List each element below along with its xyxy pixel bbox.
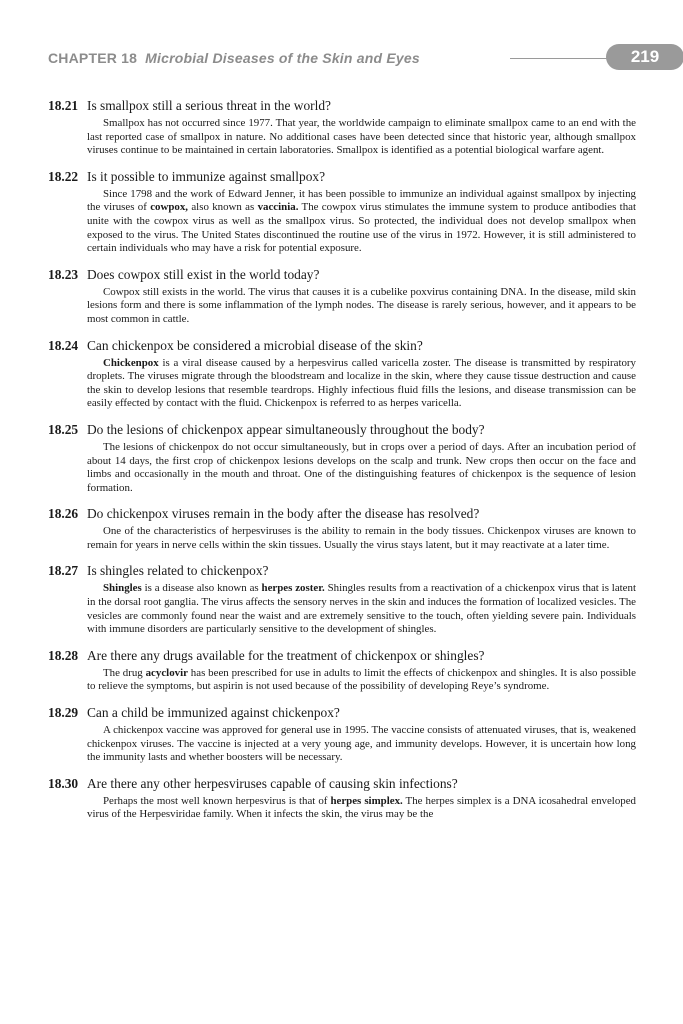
question: [48, 648, 636, 664]
answer-text: The drug: [103, 666, 146, 679]
question-number: 18.21: [48, 98, 79, 113]
answer: [87, 117, 636, 158]
page-number-badge: 219: [606, 44, 683, 70]
question-number: 18.24: [48, 337, 79, 353]
question-number: 18.23: [48, 266, 79, 282]
chapter-number: CHAPTER 18: [48, 50, 138, 66]
question-number: 18.30: [48, 775, 79, 791]
answer: [87, 188, 636, 256]
question: [48, 705, 636, 721]
qa-item: [48, 98, 636, 158]
answer-text: Shingles results from a reactivation of a chickenpox virus that is latent in the dorsal root ganglia. The virus affects the sensory nerves in the skin and induces the formation of localized vesicles. The vesicles are commonly found near the waist and are extremely sensitive to the touch, often yielding severe pain. Individuals with immune disorders are particularly sensitive to the development of shingles.: [87, 582, 636, 636]
answer-text: The lesions of chickenpox do not occur simultaneously, but in crops over a period of days. After an incubation period of about 14 days, the first crop of chickenpox lesions develops on the scalp and trunk. New crops then occur on the face and limbs and occasionally in the mouth and throat. One of the distinguishing features of chickenpox is the sequence of lesion formation.: [87, 440, 636, 494]
question: [48, 169, 636, 185]
answer: [87, 724, 636, 765]
answer-text: Cowpox still exists in the world. The virus that causes it is a cubelike poxvirus containing DNA. In the disease, mild skin lesions form and there is some inflammation of the lymph nodes. The disease is rarely serious, however, and it appears to be most common in cattle.: [87, 285, 636, 325]
question-text: Does cowpox still exist in the world today?: [87, 266, 320, 282]
question-text: Are there any drugs available for the treatment of chickenpox or shingles?: [87, 647, 485, 663]
answer-text: One of the characteristics of herpesviruses is the ability to remain in the body tissues. Chickenpox viruses are known to remain for years in nerve cells within the skin tissues. Usually the virus stays latent, but it may reactivate at a later time.: [87, 525, 636, 551]
answer-term: herpes zoster.: [261, 582, 325, 595]
answer-term: Chickenpox: [103, 356, 159, 369]
question-number: 18.27: [48, 563, 79, 579]
answer-term: herpes simplex.: [330, 794, 403, 807]
question: [48, 563, 636, 579]
answer-term: cowpox,: [150, 201, 189, 214]
question: [48, 422, 636, 438]
qa-item: [48, 776, 636, 822]
question-text: Do chickenpox viruses remain in the body after the disease has resolved?: [87, 506, 480, 522]
qa-item: [48, 267, 636, 327]
question-number: 18.28: [48, 647, 79, 663]
answer-text: is a disease also known as: [141, 582, 262, 595]
answer: [87, 795, 636, 822]
qa-item: [48, 338, 636, 411]
answer: [87, 357, 636, 411]
chapter-title: Microbial Diseases of the Skin and Eyes: [145, 50, 420, 66]
answer: [87, 582, 636, 636]
answer-text: A chickenpox vaccine was approved for general use in 1995. The vaccine consists of attenuated viruses, that is, weakened chickenpox viruses. The vaccine is injected at a very young age, and immunity develops. However, it is uncertain how long the immunity lasts and whether boosters will be necessary.: [87, 724, 636, 764]
question: [48, 98, 636, 114]
question: [48, 776, 636, 792]
answer: [87, 667, 636, 694]
answer: [87, 286, 636, 327]
answer-text: has been prescribed for use in adults to limit the effects of chickenpox and shingles. It is also possible to relieve the symptoms, but aspirin is not used because of the possibility of developing Reye’s syndrome.: [87, 666, 637, 693]
question-number: 18.25: [48, 421, 79, 437]
question-text: Can chickenpox be considered a microbial disease of the skin?: [87, 337, 423, 353]
answer-text: also known as: [188, 201, 258, 214]
qa-item: [48, 648, 636, 694]
answer-text: is a viral disease caused by a herpesvirus called varicella zoster. The disease is transmitted by respiratory droplets. The viruses migrate through the bloodstream and localize in the skin, where they cause tissue destruction and cause the skin to develop lesions that resemble teardrops. Highly infectious fluid fills the lesions, and disease transmission can be easily effected by contact with the fluid. Chickenpox is referred to as herpes varicella.: [87, 356, 636, 410]
question-number: 18.29: [48, 705, 79, 721]
answer: [87, 525, 636, 552]
qa-item: [48, 169, 636, 256]
qa-item: [48, 422, 636, 495]
question: [48, 338, 636, 354]
question-text: Is shingles related to chickenpox?: [87, 563, 269, 579]
answer: [87, 441, 636, 495]
chapter-heading: [48, 50, 420, 66]
header-rule: [510, 58, 610, 59]
answer-text: The herpes simplex is a DNA icosahedral enveloped virus of the Herpesviridae family. When it infects the skin, the virus may be the: [87, 794, 636, 821]
running-header: [48, 44, 660, 72]
answer-text: The cowpox virus stimulates the immune system to produce antibodies that unite with the cowpox virus as well as the smallpox virus. So protected, the individual does not develop smallpox when exposed to the virus. The United States discontinued the routine use of the virus in 1972. However, it is still administered to certain individuals who may have a risk for potential exposure.: [87, 201, 637, 255]
answer-text: Smallpox has not occurred since 1977. That year, the worldwide campaign to eliminate smallpox came to an end with the last reported case of smallpox in nature. No additional cases have been detected since that historic year, although smallpox viruses continue to be maintained in certain laboratories. Smallpox is identified as a potential biological warfare agent.: [87, 117, 636, 157]
answer-term: vaccinia.: [257, 201, 299, 214]
question: [48, 506, 636, 522]
answer-term: acyclovir: [145, 666, 188, 679]
answer-term: Shingles: [103, 582, 142, 595]
question-number: 18.22: [48, 168, 79, 184]
question-text: Do the lesions of chickenpox appear simultaneously throughout the body?: [87, 421, 485, 437]
question-number: 18.26: [48, 506, 79, 522]
answer-text: Perhaps the most well known herpesvirus is that of: [103, 794, 331, 807]
qa-item: [48, 506, 636, 552]
answer-text: Since 1798 and the work of Edward Jenner, it has been possible to immunize an individual against smallpox by injecting the viruses of: [87, 187, 636, 214]
question-text: Is it possible to immunize against smallpox?: [87, 168, 326, 184]
qa-list: [48, 98, 636, 833]
question-text: Can a child be immunized against chickenpox?: [87, 705, 340, 721]
question: [48, 267, 636, 283]
qa-item: [48, 705, 636, 765]
question-text: Is smallpox still a serious threat in the world?: [87, 98, 331, 113]
question-text: Are there any other herpesviruses capable of causing skin infections?: [87, 775, 458, 791]
qa-item: [48, 563, 636, 636]
